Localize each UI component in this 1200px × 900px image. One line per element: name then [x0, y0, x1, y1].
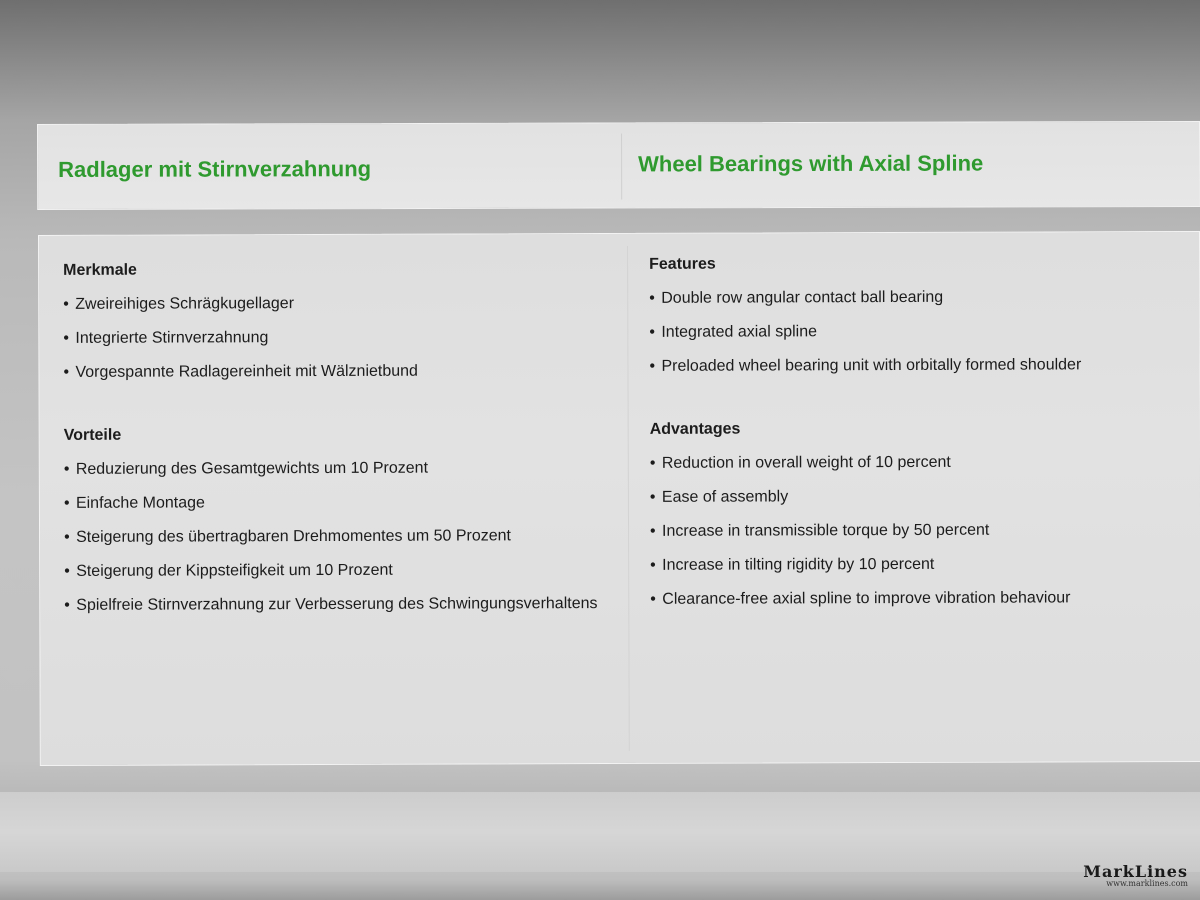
- english-advantages-heading: Advantages: [649, 420, 741, 438]
- title-english: Wheel Bearings with Axial Spline: [638, 150, 984, 177]
- list-item: • Reduction in overall weight of 10 percent: [650, 448, 1190, 478]
- list-item: • Integrierte Stirnverzahnung: [63, 323, 603, 353]
- title-german: Radlager mit Stirnverzahnung: [58, 156, 372, 182]
- list-item: • Zweireihiges Schrägkugellager: [63, 289, 603, 319]
- german-column: [63, 260, 604, 626]
- list-item: • Ease of assembly: [650, 482, 1190, 512]
- title-divider: [621, 133, 622, 199]
- list-item: • Spielfreie Stirnverzahnung zur Verbesserung des Schwingungsverhaltens: [64, 590, 604, 620]
- title-panel: [37, 121, 1200, 210]
- watermark-name: MarkLines: [1083, 862, 1188, 881]
- list-item: • Clearance-free axial spline to improve vibration behaviour: [650, 584, 1190, 614]
- list-item: • Increase in transmissible torque by 50 percent: [650, 516, 1190, 546]
- list-item: • Vorgespannte Radlagereinheit mit Wälznietbund: [63, 357, 603, 387]
- list-item: • Reduzierung des Gesamtgewichts um 10 Prozent: [64, 454, 604, 484]
- list-item: • Increase in tilting rigidity by 10 percent: [650, 550, 1190, 580]
- watermark-url: www.marklines.com: [1106, 879, 1188, 888]
- english-advantages-list: [650, 448, 1191, 614]
- german-advantages-list: [64, 454, 605, 620]
- list-item: • Steigerung der Kippsteifigkeit um 10 Prozent: [64, 556, 604, 586]
- english-features-list: [649, 283, 1189, 381]
- german-features-heading: Merkmale: [63, 261, 137, 279]
- english-column: [649, 254, 1190, 620]
- german-features-list: [63, 289, 603, 387]
- german-advantages-heading: Vorteile: [63, 426, 122, 444]
- list-item: • Preloaded wheel bearing unit with orbitally formed shoulder: [649, 351, 1189, 381]
- content-panel: [38, 231, 1200, 766]
- english-features-heading: Features: [649, 255, 716, 273]
- column-divider: [627, 246, 630, 751]
- list-item: • Integrated axial spline: [649, 317, 1189, 347]
- lower-band: [0, 792, 1200, 872]
- list-item: • Steigerung des übertragbaren Drehmomentes um 50 Prozent: [64, 522, 604, 552]
- list-item: • Double row angular contact ball bearing: [649, 283, 1189, 313]
- marklines-watermark: [1083, 862, 1188, 888]
- list-item: • Einfache Montage: [64, 488, 604, 518]
